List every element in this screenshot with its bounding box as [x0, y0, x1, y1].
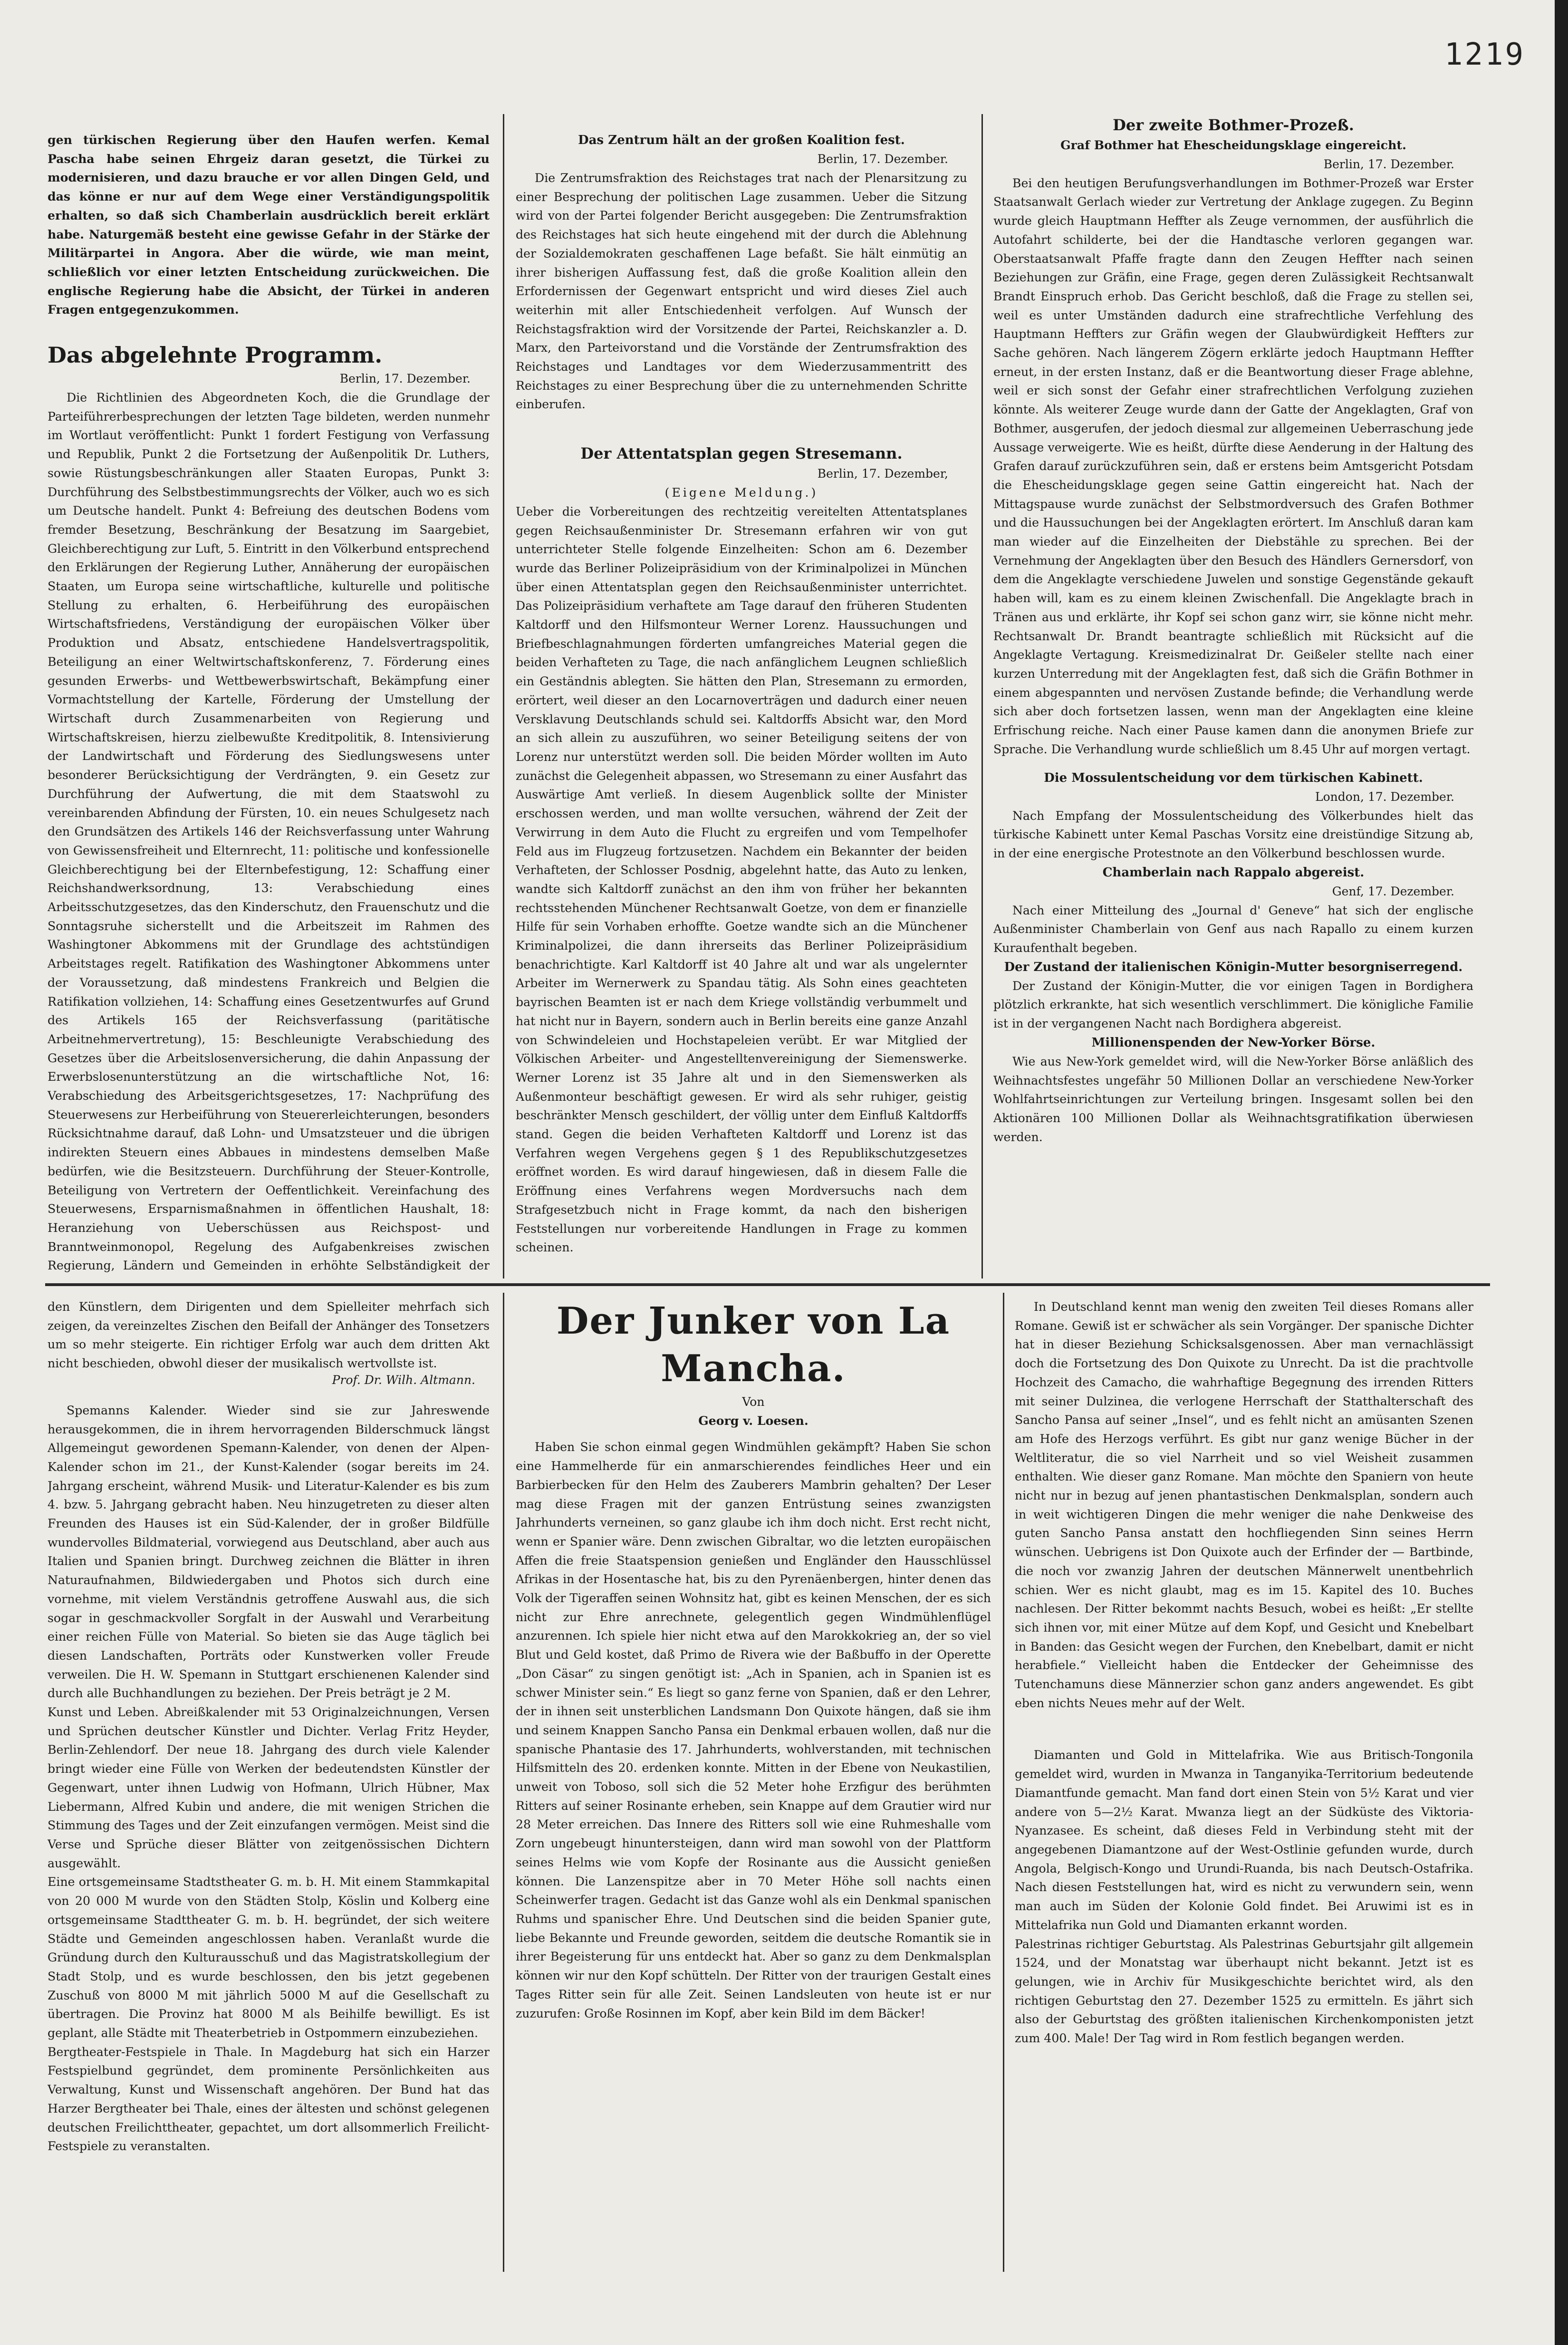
source-note: (Eigene Meldung.)	[664, 486, 818, 500]
headline-koenigin: Der Zustand der italienischen Königin-Mutter besorgniserregend.	[1004, 960, 1463, 974]
feuilleton-title: Der Junker von La Mancha.	[556, 1299, 951, 1390]
article-body: Nach Empfang der Mossulentscheidung des Völkerbundes hielt das türkische Kabinett unter Kemal Paschas Vorsitz eine dreistündige Sitzung ab, in der eine energische Protestnote an den Völkerbund beschlossen wurde.	[993, 808, 1473, 860]
lower-column-3	[1015, 1297, 1473, 2277]
headline-zentrum: Das Zentrum hält an der großen Koalition fest.	[578, 133, 905, 147]
notice-palestrina: Palestrinas richtiger Geburtstag. Als Palestrinas Geburtsjahr gilt allgemein 1524, und der Monatstag war überhaupt nicht bekannt. Jetzt ist es gelungen, wie in Archiv für Musikgeschichte berichtet wird, als den richtigen Geburtstag den 27. Dezember 1525 zu ermitteln. Es jährt sich also der Geburtstag des größten italienischen Kirchenkomponisten jetzt zum 400. Male! Der Tag wird in Rom festlich begangen werden.	[1015, 1937, 1473, 2046]
article-body: Die Zentrumsfraktion des Reichstages trat nach der Plenarsitzung zu einer Besprechung der politischen Lage zusammen. Ueber die Sitzung wird von der Partei folgender Bericht ausgegeben: Die Zentrumsfraktion des Reichstages hat sich heute eingehend mit der durch die Ablehnung der Sozialdemokraten geschaffenen Lage befaßt. Sie hält einmütig an ihrer bisherigen Auffassung fest, daß die große Koalition allein den Erfordernissen der Gegenwart entspricht und wird dieses Ziel auch weiterhin mit aller Entschiedenheit verfolgen. Auf Wunsch der Reichstagsfraktion wird der Vorsitzende der Partei, Reichskanzler a. D. Marx, den Parteivorstand und die Vorstände der Zentrumsfraktion des Reichstages und Landtages vor dem Wiederzusammentritt des Reichstages zu einer Besprechung über die zu unternehmenden Schritte einberufen.	[516, 171, 967, 412]
article-continuation: gen türkischen Regierung über den Haufen werfen. Kemal Pascha habe seinen Ehrgeiz daran gesetzt, die Türkei zu modernisieren, und dazu brauche er vor allen Dingen Geld, und das könne er nur auf dem Wege einer Verständigungspolitik erhalten, so daß sich Chamberlain ausdrücklich bereit erklärt habe. Naturgemäß besteht eine gewisse Gefahr in der Stärke der Militärpartei in Angora. Aber die würde, wie man meint, schließlich vor einer letzten Entscheidung zurückweichen. Die englische Regierung habe die Absicht, der Türkei in anderen Fragen entgegenzukommen.	[48, 133, 490, 317]
notice-diamanten: Diamanten und Gold in Mittelafrika. Wie aus Britisch-Tongonila gemeldet wird, wurden in Mwanza in Tanganyika-Territorium bedeutende Diamantfunde gemacht. Man fand dort einen Stein von 5½ Karat und vier andere von 5—2½ Karat. Mwanza liegt an der Südküste des Viktoria-Nyanzasee. Es scheint, daß dieses Feld in Verbindung steht mit der angegebenen Diamantzone auf der West-Ostlinie gefunden wurde, durch Angola, Belgisch-Kongo und Urundi-Ruanda, bis nach Deutsch-Ostafrika. Nach diesen Feststellungen hat, wird es nicht zu verwundern sein, wenn man auch im Süden der Kolonie Gold findet. Bei Aruwimi ist es in Mittelafrika nun Gold und Diamanten erkannt worden.	[1015, 1748, 1473, 1932]
article-body: Die Richtlinien des Abgeordneten Koch, die die Grundlage der Parteiführerbesprechungen der letzten Tage bildeten, werden nunmehr im Wortlaut veröffentlicht: Punkt 1 fordert Festigung von Verfassung und Republik, Punkt 2 die Fortsetzung der Außenpolitik Dr. Luthers, sowie Rüstungsbeschränkungen aller Staaten Europas, Punkt 3: Durchführung des Selbstbestimmungsrechts der Völker, auch wo es sich um Deutsche handelt. Punkt 4: Befreiung des deutschen Bodens vom fremder Besetzung, Beschränkung der Besatzung im Saargebiet, Gleichberechtigung zur Luft, 5. Eintritt in den Völkerbund entsprechend den Erklärungen der Regierung Luther, Annäherung der europäischen Staaten, um Europa seine wirtschaftliche, kulturelle und politische Stellung zu erhalten, 6. Herbeiführung des europäischen Wirtschaftsfriedens, Verständigung der europäischen Völker über Produktion und Absatz, entschiedene Handelsvertragspolitik, Beteiligung an einer Weltwirtschaftskonferenz, 7. Förderung eines gesunden Erwerbs- und Wettbewerbswirtschaft, Bekämpfung einer Vormachtstellung der Kartelle, Förderung der Umstellung der Wirtschaft durch Zusammenarbeiten von Regierung und Wirtschaftskreisen, hierzu zielbewußte Kreditpolitik, 8. Intensivierung der Landwirtschaft und Förderung des Siedlungswesens unter besonderer Berücksichtigung der Verdrängten, 9. ein Gesetz zur Durchführung der Aufwertung, die mit dem Staatswohl zu vereinbarenden Abfindung der Fürsten, 10. ein neues Schulgesetz nach den Grundsätzen des Artikels 146 der Reichsverfassung unter Wahrung von Gewissensfreiheit und Elternrecht, 11: politische und konfessionelle Gleichberechtigung bei der Elternbefestigung, 12: Schaffung einer Reichshandwerksordnung, 13: Verabschiedung eines Arbeitsschutzgesetzes, das den Kinderschutz, den Frauenschutz und die Sonntagsruhe sicherstellt und die Arbeitszeit im Rahmen des Washingtoner Abkommens mit der Grundlage des achtstündigen Arbeitstages regelt. Ratifikation des Washingtoner Abkommens unter der Voraussetzung, daß mindestens Frankreich und Belgien die Ratifikation vollziehen, 14: Schaffung eines Gesetzentwurfes auf Grund des Artikels 165 der Reichsverfassung (paritätische Arbeitnehmervertretung), 15: Beschleunigte Verabschiedung des Gesetzes über die Arbeitslosenversicherung, die dahin Anpassung der Erwerbslosenunterstützung an die wirtschaftliche Not, 16: Verabschiedung des Arbeitsgerichtsgesetzes, 17: Nachprüfung des Steuerwesens zur Herbeiführung von Steuererleichterungen, besonders Rücksichtnahme darauf, daß Lohn- und Umsatzsteuer und die übrigen indirekten Steuern eines Abbaues in mindestens demselben Maße bedürfen, wie die Besitzsteuern. Durchführung der Steuer-Kontrolle, Beteiligung von Vertretern der Oeffentlichkeit. Vereinfachung des Steuerwesens, Ersparnismaßnahmen in öffentlichen Haushalt, 18: Heranziehung von Ueberschüssen aus Reichspost- und Branntweinmonopol, Regelung des Aufgabenkreises zwischen Regierung, Ländern und Gemeinden in erhöhte Selbständigkeit der	[48, 391, 490, 1273]
article-body: Bei den heutigen Berufungsverhandlungen im Bothmer-Prozeß war Erster Staatsanwalt Gerlach wieder zur Vertretung der Anklage zugegen. Zu Beginn wurde gleich Hauptmann Heffter als Zeuge vernommen, der ausführlich die Autofahrt schilderte, bei der die Handtasche verloren gegangen war. Oberstaatsanwalt Pfaffe fragte dann den Zeugen Heffter nach seinen Beziehungen zur Gräfin, eine Frage, gegen deren Zulässigkeit Rechtsanwalt Brandt Einspruch erhob. Das Gericht beschloß, daß die Frage zu stellen sei, weil es unter Umständen dadurch eine strafrechtliche Verfehlung des Hauptmann Heffters zur Gräfin wegen der Glaubwürdigkeit Heffters zur Sache gehören. Nach längerem Zögern erklärte jedoch Hauptmann Heffter erneut, in der ersten Instanz, daß er die Beantwortung dieser Frage ablehne, weil er sich sonst der Gefahr einer strafrechtlichen Verfolgung zuziehen könnte. Als weiterer Zeuge wurde dann der Gatte der Angeklagten, Graf von Bothmer, ausgerufen, der jedoch diesmal zur allgemeinen Ueberraschung jede Aussage verweigerte. Wie es heißt, dürfte diese Aenderung in der Haltung des Grafen darauf zurückzuführen sein, daß er erstens beim Amtsgericht Potsdam die Ehescheidungsklage gegen seine Gattin eingereicht hat. Nach der Mittagspause wurde zunächst der Selbstmordversuch des Grafen Bothmer und die Haussuchungen bei der Angeklagten erörtert. Im Anschluß daran kam man wieder auf die Einzelheiten der Diebstähle zu sprechen. Bei der Vernehmung der Angeklagten über den Besuch des Händlers Gernersdorf, von dem die Angeklagte verschiedene Juwelen und sonstige Gegenstände gekauft haben will, kam es zu einem kleinen Zwischenfall. Die Angeklagte brach in Tränen aus und erklärte, ihr Kopf sei schon ganz wirr, sie könne nicht mehr. Rechtsanwalt Dr. Brandt beantragte schließlich mit Rücksicht auf die Angeklagte Vertagung. Kreismedizinalrat Dr. Geißeler stellte nach einer kurzen Unterredung mit der Angeklagten fest, daß sich die Gräfin Bothmer in einem abgespannten und nervösen Zustande befinde; die Verhandlung werde sich aber doch fortsetzen lassen, wenn man der Angeklagten eine kleine Erfrischung reiche. Nach einer Pause kamen dann die anonymen Briefe zur Sprache. Die Verhandlung wurde schließlich um 8.45 Uhr auf morgen vertagt.	[993, 176, 1473, 756]
dateline: Berlin, 17. Dezember.	[817, 152, 948, 166]
notice-thale: Bergtheater-Festspiele in Thale. In Magdeburg hat sich ein Harzer Festspielbund gegründet, dem prominente Persönlichkeiten aus Verwaltung, Kunst und Wissenschaft angehören. Der Bund hat das Harzer Bergtheater bei Thale, eines der ältesten und schönst gelegenen deutschen Freilichttheater, gepachtet, um dort allsommerlich Freilicht-Festspiele zu veranstalten.	[48, 2045, 490, 2153]
section-rule	[45, 1283, 1490, 1286]
article-body: Der Zustand der Königin-Mutter, die vor einigen Tagen in Bordighera plötzlich erkrankte, hat sich wesentlich verschlimmert. Die königliche Familie ist in der vergangenen Nacht nach Bordighera abgereist.	[993, 979, 1473, 1031]
lower-column-1	[48, 1297, 490, 2277]
column-3	[993, 114, 1473, 1276]
feuilleton-column	[516, 1297, 991, 2277]
review-continuation: den Künstlern, dem Dirigenten und dem Spielleiter mehrfach sich zeigen, da vereinzeltes Zischen den Beifall der Anhänger des Tonsetzers um so mehr steigerte. Ein richtiger Erfolg war auch dem dritten Akt nicht beschieden, obwohl dieser der musikalisch wertvollste ist.	[48, 1300, 490, 1371]
dateline: London, 17. Dezember.	[1315, 789, 1454, 804]
notice-theater: Eine ortsgemeinsame Stadtstheater G. m. b. H. Mit einem Stammkapital von 20 000 M wurde von den Städten Stolp, Köslin und Kolberg eine ortsgemeinsame Stadttheater G. m. b. H. begründet, der sich weitere Städte und Gemeinden angeschlossen haben. Veranlaßt wurde die Gründung durch den Kulturausschuß und das Magistratskollegium der Stadt Stolp, und es wurde beschlossen, den bis jetzt gegebenen Zuschuß von 8000 M mit jährlich 5000 M auf die Gesellschaft zu übertragen. Die Provinz hat 8000 M als Beihilfe bewilligt. Es ist geplant, alle Städte mit Theaterbetrieb in Ostpommern einzubeziehen.	[48, 1875, 490, 2040]
scan-border	[1555, 0, 1568, 2345]
headline-attentat: Der Attentatsplan gegen Stresemann.	[580, 444, 903, 463]
column-rule	[981, 114, 983, 1278]
headline-programm: Das abgelehnte Programm.	[48, 342, 383, 368]
dateline: Genf, 17. Dezember.	[1332, 884, 1454, 898]
byline-author: Georg v. Loesen.	[698, 1413, 808, 1428]
dateline: Berlin, 17. Dezember,	[817, 467, 948, 481]
column-rule	[503, 1293, 504, 2272]
article-body: Ueber die Vorbereitungen des rechtzeitig vereitelten Attentatsplanes gegen Reichsaußenminister Dr. Stresemann erfahren wir von gut unterrichteter Stelle folgende Einzelheiten: Schon am 6. Dezember wurde das Berliner Polizeipräsidium von der Kriminalpolizei in München über einen Attentatsplan gegen den Reichsaußenminister unterrichtet. Das Polizeipräsidium verhaftete am Tage darauf den früheren Studenten Kaltdorff und den Hilfsmonteur Werner Lorenz. Haussuchungen und Briefbeschlagnahmungen förderten umfangreiches Material gegen die beiden Verhafteten zu Tage, die nach anfänglichem Leugnen schließlich ein Geständnis ablegten. Sie hätten den Plan, Stresemann zu ermorden, erörtert, weil dieser an den Locarnoverträgen und dadurch einer neuen Versklavung Deutschlands schuld sei. Kaltdorffs Absicht war, den Mord an sich allein zu auszuführen, wo seiner Beteiligung seitens der von Lorenz nur unterstützt werden soll. Die beiden Mörder wollten im Auto zunächst die Gelegenheit abpassen, wo Stresemann zu einer Ausfahrt das Auswärtige Amt verließ. In diesem Augenblick sollte der Minister erschossen werden, und man wollte versuchen, während der Zeit der Verwirrung in dem Auto die Flucht zu ergreifen und vom Tempelhofer Feld aus im Flugzeug fortzusetzen. Nachdem ein Bekannter der beiden Verhafteten, der Schlosser Posdnig, abgelehnt hatte, das Auto zu lenken, wandte sich Kaltdorff zunächst an den ihm von früher her bekannten rechtsstehenden Münchener Rechtsanwalt Goetze, von dem er finanzielle Hilfe für sein Vorhaben erhoffte. Goetze wandte sich an die Münchener Kriminalpolizei, die dann ihrerseits das Berliner Polizeipräsidium benachrichtigte. Karl Kaltdorff ist 40 Jahre alt und war als ungelernter Arbeiter im Wernerwerk zu Spandau tätig. Als Sohn eines geachteten bayrischen Beamten ist er nach dem Kriege vollständig verbummelt und hat nicht nur in Bayern, sondern auch in Berlin bereits eine ganze Anzahl von Schwindeleien und Hochstapeleien verübt. Er war Mitglied der Völkischen Arbeiter- und Angestelltenvereinigung der Siemenswerke. Werner Lorenz ist 35 Jahre alt und in den Siemenswerken als Außenmonteur beschäftigt gewesen. Er wird als sehr ruhiger, geistig beschränkter Mensch geschildert, der völlig unter dem Einfluß Kaltdorffs stand. Gegen die beiden Verhafteten Kaltdorff und Lorenz ist das Verfahren wegen Vergehens gegen § 1 des Republikschutzgesetzes eröffnet worden. Es wird darauf hingewiesen, daß in diesem Falle die Eröffnung eines Verfahrens wegen Mordversuchs nach dem Strafgesetzbuch nicht in Frage kommt, da nach den bisherigen Feststellungen nur vorbereitende Handlungen in Frage zu kommen scheinen.	[516, 504, 967, 1255]
dateline: Berlin, 17. Dezember.	[339, 372, 471, 386]
feuilleton-body: Haben Sie schon einmal gegen Windmühlen gekämpft? Haben Sie schon eine Hammelherde für ein anmarschierendes feindliches Heer und ein Barbierbecken für den Helm des Zauberers Mambrin gehalten? Der Leser mag diese Fragen mit der ganzen Entrüstung seines zwanzigsten Jahrhunderts verneinen, so ganz glaube ich ihm doch nicht. Erst recht nicht, wenn er Spanier wäre. Denn zwischen Gibraltar, wo die letzten europäischen Affen die freie Staatspension genießen und Engländer den Hausschlüssel Afrikas in der Hosentasche hat, bis zu den Pyrenäenbergen, hinter denen das Volk der Tigeraffen seinen Wohnsitz hat, gibt es keinen Menschen, der es sich nicht zur Ehre anrechnete, gelegentlich gegen Windmühlenflügel anzurennen. Ich spiele hier nicht etwa auf den Marokkokrieg an, der so viel Blut und Geld kostet, daß Primo de Rivera wie der Baßbuffo in der Operette „Don Cäsar“ zu singen genötigt ist: „Ach in Spanien, ach in Spanien ist es schwer Minister sein.“ Es liegt so ganz ferne von Spanien, daß er den Lehrer, der in ihnen seit unsterblichen Landsmann Don Quixote hängen, daß sie ihm und seinem Knappen Sancho Pansa ein Denkmal erbauen wollen, daß nur die spanische Phantasie des 17. Jahrhunderts, wohlverstanden, mit technischen Hilfsmitteln des 20. erdenken konnte. Mitten in der Ebene von Neukastilien, unweit von Toboso, soll sich die 52 Meter hohe Erzfigur des berühmten Ritters auf seiner Rosinante erheben, sein Knappe auf dem Grautier wird nur 28 Meter erreichen. Das Innere des Ritters soll wie eine Ruhmeshalle vom Zorn ungebeugt hinuntersteigen, dann wird man sowohl von der Plattform seines Helms wie vom Kopfe der Rosinante aus die Aussicht genießen können. Die Lanzenspitze aber in 70 Meter Höhe soll nachts einen Scheinwerfer tragen. Gedacht ist das Ganze wohl als ein Denkmal spanischen Ruhms und spanischer Ehre. Und Deutschen sind die beiden Spanier gute, liebe Bekannte und Freunde geworden, seitdem die deutsche Romantik sie in ihrer Begeisterung für uns entdeckt hat. Aber so ganz zu dem Denkmalsplan können wir nur den Kopf schütteln. Der Ritter von der traurigen Gestalt eines Tages Ritter sein für alle Zeit. Seinen Landsleuten von heute ist er nur zuzurufen: Große Rosinnen im Kopf, aber kein Bild im dem Bäcker!	[516, 1440, 991, 2020]
headline-bothmer: Der zweite Bothmer-Prozeß.	[1113, 116, 1354, 134]
subheadline: Graf Bothmer hat Ehescheidungsklage eingereicht.	[1060, 138, 1406, 152]
notice-kalender: Spemanns Kalender. Wieder sind sie zur Jahreswende herausgekommen, die in ihrem hervorragenden Bilderschmuck längst Allgemeingut gewordenen Spemann-Kalender, von denen der Alpen-Kalender schon im 21., der Kunst-Kalender (sogar bereits im 24. Jahrgang erscheint, während Musik- und Literatur-Kalender es bis zum 4. bzw. 5. Jahrgang gebracht haben. Neu hinzugetreten zu dieser alten Freunden des Hauses ist ein Süd-Kalender, der in großer Bildfülle wundervolles Bildmaterial, vorwiegend aus Deutschland, aber auch aus Italien und Spanien bringt. Durchweg zeichnen die Blätter in ihren Naturaufnahmen, Bildwiedergaben und Photos sich durch eine vornehme, mit vielem Verständnis getroffene Auswahl aus, die sich sogar in geschmackvoller Sorgfalt in der Auswahl und Verarbeitung einer reichen Fülle von Material. So bieten sie das Auge täglich bei diesen Landschaften, Porträts oder Kunstwerken voller Freude verweilen. Die H. W. Spemann in Stuttgart erschienenen Kalender sind durch alle Buchhandlungen zu beziehen. Der Preis beträgt je 2 M.	[48, 1403, 490, 1701]
headline-boerse: Millionenspenden der New-Yorker Börse.	[1091, 1035, 1376, 1050]
dateline: Berlin, 17. Dezember.	[1323, 157, 1454, 171]
column-2	[516, 131, 967, 1276]
column-1	[48, 131, 490, 1276]
headline-chamberlain: Chamberlain nach Rappalo abgereist.	[1102, 865, 1365, 880]
review-signature: Prof. Dr. Wilh. Altmann.	[332, 1373, 475, 1387]
byline-von: Von	[742, 1395, 765, 1409]
headline-mossul: Die Mossulentscheidung vor dem türkischen Kabinett.	[1044, 770, 1423, 785]
feuilleton-continuation: In Deutschland kennt man wenig den zweiten Teil dieses Romans aller Romane. Gewiß ist er schwächer als sein Vorgänger. Der spanische Dichter hat in dieser Beziehung Schicksalsgenossen. Aber man vernachlässigt doch die Fortsetzung des Don Quixote zu Unrecht. Da ist die prachtvolle Hochzeit des Camacho, die wahrhaftige Begegnung des irrenden Ritters mit seiner Dulzinea, die verlogene Herrschaft der Statthalterschaft des Sancho Pansa auf seiner „Insel“, und es fehlt nicht an amüsanten Szenen am Hofe des Herzogs verführt. Es gibt nur ganz wenige Bücher in der Weltliteratur, die so viel Narrheit und so viel Weisheit zusammen enthalten. Wie dieser ganz Romane. Man möchte den Spaniern von heute nicht nur in bezug auf jenen phantastischen Denkmalsplan, sondern auch in weit wichtigeren Dingen die mehr weniger die nahe Denkweise des guten Sancho Pansa anstatt den hochfliegenden Sinn seines Herrn wünschen. Uebrigens ist Don Quixote auch der Erfinder der — Bartbinde, die noch vor zwanzig Jahren der deutschen Männerwelt unentbehrlich schien. Wer es nicht glaubt, mag es im 15. Kapitel des 10. Buches nachlesen. Der Ritter bekommt nachts Besuch, wobei es heißt: „Er stellte sich ihnen vor, mit einer Mütze auf dem Kopf, und Gesicht und Knebelbart in Banden: das Gesicht wegen der Furchen, den Knebelbart, damit er nicht herabfiele.“ Vielleicht haben die Entdecker der Geheimnisse des Tutenchamuns diese Männerzier schon ganz anders angewendet. Es gibt eben nichts Neues mehr auf der Welt.	[1015, 1300, 1473, 1710]
article-body: Wie aus New-York gemeldet wird, will die New-Yorker Börse anläßlich des Weihnachtsfestes ungefähr 50 Millionen Dollar an verschiedene New-Yorker Wohlfahrtseinrichtungen zur Verteilung bringen. Insgesamt sollen bei den Aktionären 100 Millionen Dollar als Weihnachtsgratifikation überwiesen werden.	[993, 1054, 1473, 1144]
notice-kunst: Kunst und Leben. Abreißkalender mit 53 Originalzeichnungen, Versen und Sprüchen deutscher Künstler und Dichter. Verlag Fritz Heyder, Berlin-Zehlendorf. Der neue 18. Jahrgang des durch viele Kalender bringt wieder eine Fülle von Werken der bedeutendsten Künstler der Gegenwart, unter ihnen Ludwig von Hofmann, Ulrich Hübner, Max Liebermann, Alfred Kubin und andere, die mit wenigen Strichen die Stimmung des Tages und der Zeit einzufangen vermögen. Meist sind die Verse und Sprüche dieser Blätter von zeitgenössischen Dichtern ausgewählt.	[48, 1705, 490, 1870]
page-number: 1219	[1444, 37, 1525, 72]
article-body: Nach einer Mitteilung des „Journal d' Geneve“ hat sich der englische Außenminister Chamberlain von Genf aus nach Rapallo zu einem kurzen Kuraufenthalt begeben.	[993, 903, 1473, 955]
column-rule	[503, 114, 504, 1278]
column-rule	[1003, 1293, 1004, 2272]
